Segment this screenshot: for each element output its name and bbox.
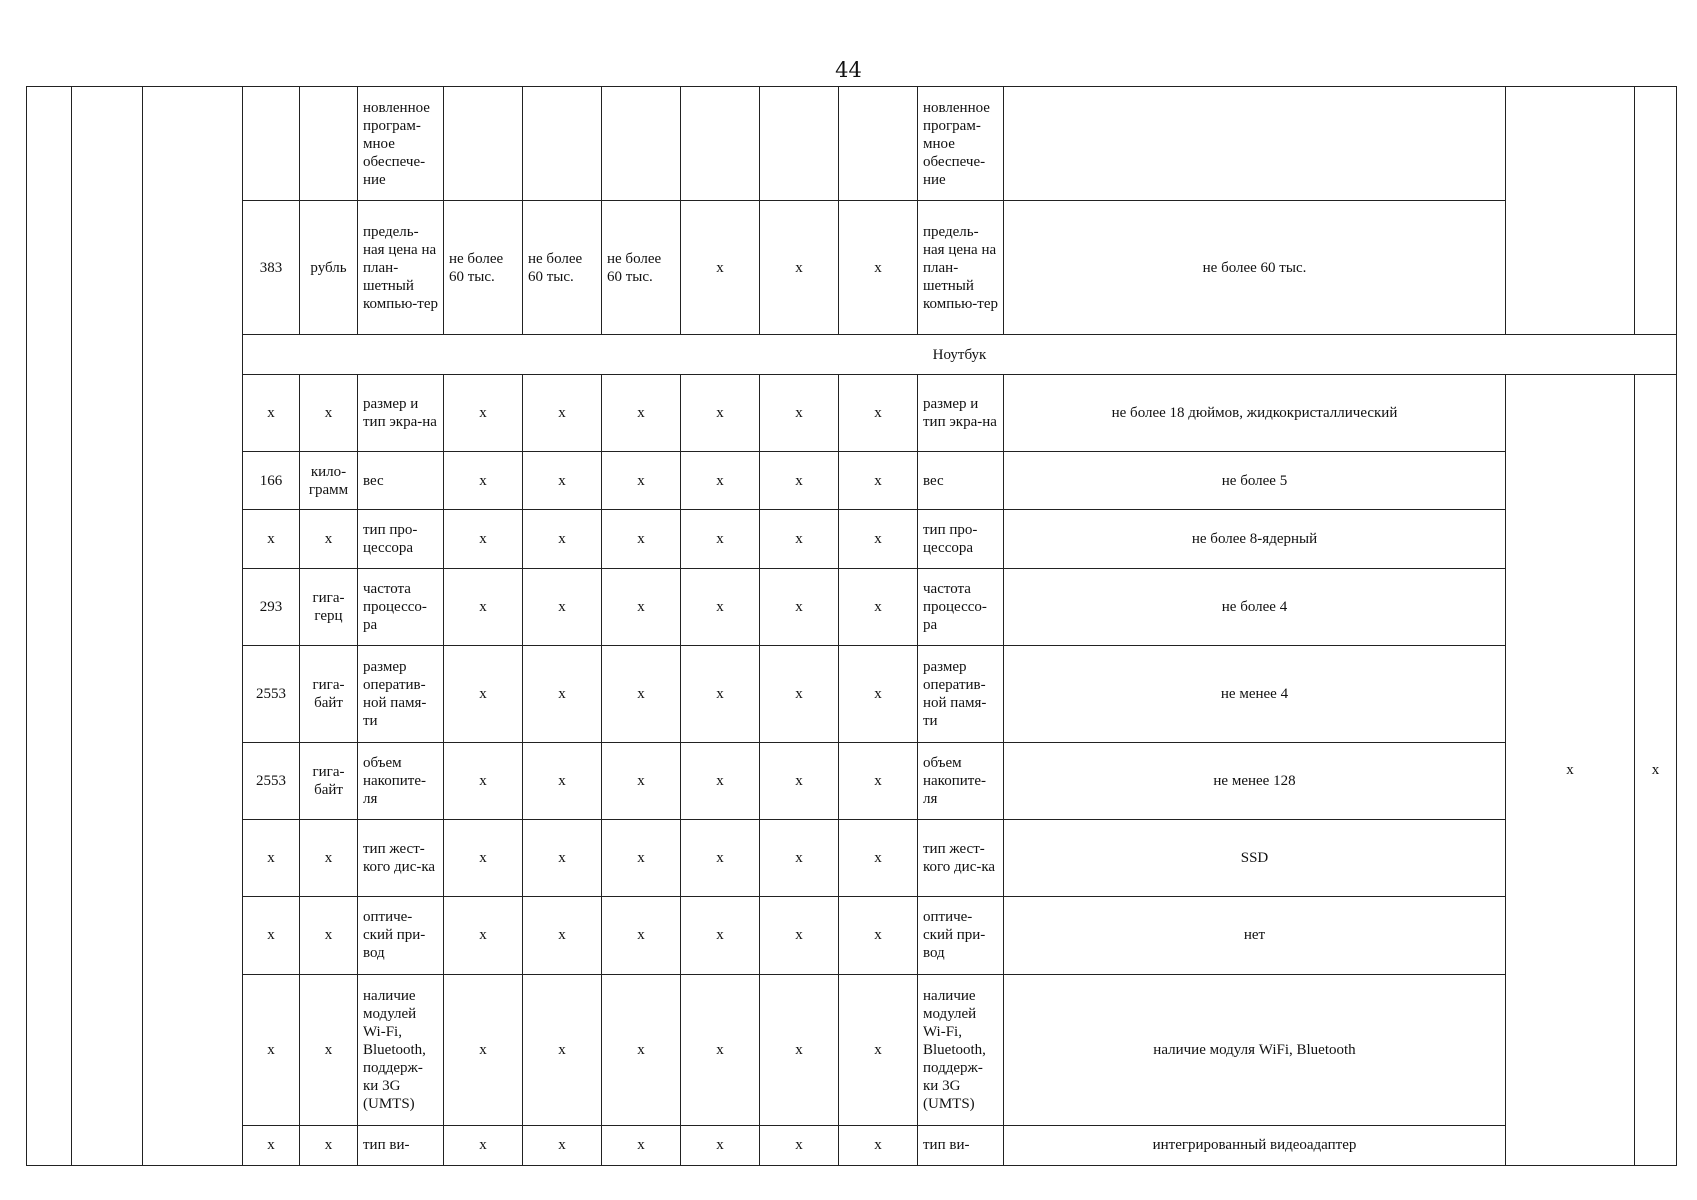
value-cell: х [760,646,839,742]
characteristic-approved-cell: размер оператив-ной памя-ти [918,646,1004,742]
value-cell: х [523,1125,602,1165]
value-cell: х [681,974,760,1125]
table-row [27,201,1677,335]
characteristic-cell: оптиче-ский при-вод [358,896,444,974]
value-cell: х [523,452,602,510]
value-cell: х [839,974,918,1125]
characteristic-cell: наличие модулей Wi-Fi, Bluetooth, поддерж-ки 3G (UMTS) [358,974,444,1125]
value-cell: х [839,510,918,569]
table-row [27,896,1677,974]
value-cell: х [444,1125,523,1165]
characteristic-approved-cell: новленное програм-мное обеспече-ние [918,87,1004,201]
code-cell: х [243,1125,300,1165]
value-cell: х [444,569,523,646]
unit-cell: гига-байт [300,742,358,819]
value-cell: х [602,896,681,974]
value-cell: не более 60 тыс. [444,201,523,335]
value-cell: х [760,510,839,569]
value-cell: х [760,896,839,974]
unit-cell: рубль [300,201,358,335]
value-cell: х [444,896,523,974]
value-cell: х [681,201,760,335]
value-cell: х [444,452,523,510]
value-cell: х [760,452,839,510]
value-cell: х [444,375,523,452]
right-blank-col-1 [1506,87,1635,335]
value-cell: х [602,375,681,452]
left-blank-col-1 [27,87,72,1166]
value-cell: х [839,896,918,974]
value-cell: х [760,1125,839,1165]
characteristic-approved-cell: предель-ная цена на план-шетный компью-тер [918,201,1004,335]
value-cell: х [839,819,918,896]
value-cell: х [839,452,918,510]
value-cell: х [523,646,602,742]
value-cell [760,87,839,201]
value-cell [681,87,760,201]
code-cell: 2553 [243,742,300,819]
unit-cell: х [300,375,358,452]
value-cell: х [602,974,681,1125]
table-row [27,974,1677,1125]
value-cell: х [523,742,602,819]
characteristic-approved-cell: тип ви- [918,1125,1004,1165]
value-cell: х [681,1125,760,1165]
characteristic-cell: вес [358,452,444,510]
section-row [27,335,1677,375]
value-cell [839,87,918,201]
requirement-cell: не более 60 тыс. [1004,201,1506,335]
value-cell: х [523,375,602,452]
code-cell: х [243,819,300,896]
table-row [27,646,1677,742]
page-number: 44 [835,58,862,82]
characteristic-approved-cell: тип про-цессора [918,510,1004,569]
table-body [27,87,1677,1166]
characteristic-cell: предель-ная цена на план-шетный компью-тер [358,201,444,335]
characteristic-cell: размер и тип экра-на [358,375,444,452]
value-cell: х [602,742,681,819]
specification-table [26,86,1677,1166]
value-cell: х [839,375,918,452]
left-blank-col-2 [72,87,143,1166]
value-cell: х [523,569,602,646]
requirement-cell: нет [1004,896,1506,974]
value-cell: не более 60 тыс. [523,201,602,335]
value-cell: х [839,742,918,819]
value-cell: х [681,452,760,510]
value-cell: х [523,896,602,974]
characteristic-cell: тип жест-кого дис-ка [358,819,444,896]
value-cell: х [523,510,602,569]
requirement-cell: не более 5 [1004,452,1506,510]
value-cell: х [602,569,681,646]
table-row [27,375,1677,452]
merged-right-cell-b: х [1635,375,1677,1166]
requirement-cell: не более 18 дюймов, жидкокристаллический [1004,375,1506,452]
value-cell: х [444,646,523,742]
value-cell: х [602,510,681,569]
value-cell: х [760,375,839,452]
value-cell: х [681,742,760,819]
value-cell: х [681,896,760,974]
value-cell: х [760,819,839,896]
table-row [27,1125,1677,1165]
requirement-cell [1004,87,1506,201]
unit-cell: гига-герц [300,569,358,646]
characteristic-cell: размер оператив-ной памя-ти [358,646,444,742]
characteristic-approved-cell: частота процессо-ра [918,569,1004,646]
right-blank-col-2 [1635,87,1677,335]
value-cell: х [760,742,839,819]
table-row [27,87,1677,201]
table-row [27,569,1677,646]
unit-cell: х [300,510,358,569]
value-cell: х [523,974,602,1125]
unit-cell [300,87,358,201]
value-cell: не более 60 тыс. [602,201,681,335]
value-cell: х [523,819,602,896]
value-cell [523,87,602,201]
value-cell: х [681,375,760,452]
unit-cell: кило-грамм [300,452,358,510]
value-cell: х [839,569,918,646]
value-cell: х [681,510,760,569]
unit-cell: х [300,819,358,896]
characteristic-cell: тип ви- [358,1125,444,1165]
value-cell: х [760,569,839,646]
value-cell: х [602,452,681,510]
value-cell: х [760,974,839,1125]
code-cell: 166 [243,452,300,510]
value-cell: х [681,646,760,742]
requirement-cell: не более 8-ядерный [1004,510,1506,569]
requirement-cell: не менее 4 [1004,646,1506,742]
value-cell: х [444,742,523,819]
unit-cell: х [300,1125,358,1165]
unit-cell: х [300,896,358,974]
characteristic-cell: частота процессо-ра [358,569,444,646]
code-cell: х [243,375,300,452]
requirement-cell: SSD [1004,819,1506,896]
value-cell: х [602,819,681,896]
value-cell: х [444,974,523,1125]
code-cell: х [243,510,300,569]
code-cell: 293 [243,569,300,646]
requirement-cell: интегрированный видеоадаптер [1004,1125,1506,1165]
table-row [27,819,1677,896]
value-cell: х [602,1125,681,1165]
characteristic-approved-cell: объем накопите-ля [918,742,1004,819]
value-cell: х [681,569,760,646]
characteristic-approved-cell: оптиче-ский при-вод [918,896,1004,974]
table-row [27,452,1677,510]
characteristic-approved-cell: тип жест-кого дис-ка [918,819,1004,896]
requirement-cell: не менее 128 [1004,742,1506,819]
value-cell [602,87,681,201]
characteristic-cell: объем накопите-ля [358,742,444,819]
left-blank-col-3 [143,87,243,1166]
code-cell [243,87,300,201]
unit-cell: х [300,974,358,1125]
characteristic-approved-cell: размер и тип экра-на [918,375,1004,452]
characteristic-cell: тип про-цессора [358,510,444,569]
code-cell: 383 [243,201,300,335]
value-cell: х [760,201,839,335]
unit-cell: гига-байт [300,646,358,742]
table-row [27,742,1677,819]
value-cell: х [681,819,760,896]
code-cell: 2553 [243,646,300,742]
value-cell: х [602,646,681,742]
code-cell: х [243,896,300,974]
characteristic-cell: новленное програм-мное обеспече-ние [358,87,444,201]
section-title: Ноутбук [243,335,1677,375]
value-cell: х [839,1125,918,1165]
table-row [27,510,1677,569]
value-cell: х [839,646,918,742]
characteristic-approved-cell: вес [918,452,1004,510]
requirement-cell: не более 4 [1004,569,1506,646]
value-cell [444,87,523,201]
value-cell: х [444,510,523,569]
characteristic-approved-cell: наличие модулей Wi-Fi, Bluetooth, поддерж-ки 3G (UMTS) [918,974,1004,1125]
merged-right-cell-a: х [1506,375,1635,1166]
requirement-cell: наличие модуля WiFi, Bluetooth [1004,974,1506,1125]
value-cell: х [444,819,523,896]
value-cell: х [839,201,918,335]
code-cell: х [243,974,300,1125]
